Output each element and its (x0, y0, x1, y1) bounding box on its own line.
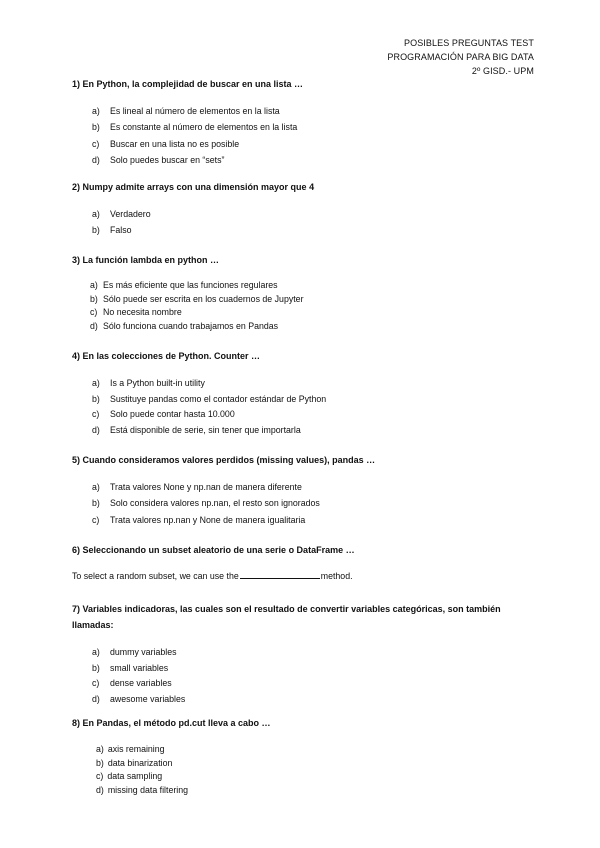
option-item (96, 743, 188, 757)
option-letter: d) (96, 785, 104, 796)
fill-text-after: method. (320, 571, 353, 581)
option-item (92, 392, 326, 408)
option-letter: a) (92, 378, 100, 388)
option-item (96, 757, 188, 771)
option-item (90, 293, 304, 307)
option-text: Trata valores None y np.nan de manera diferente (110, 482, 302, 492)
option-text: Solo puede contar hasta 10.000 (110, 409, 235, 420)
option-item (92, 103, 297, 119)
option-letter: a) (92, 209, 100, 219)
option-item (92, 152, 297, 168)
option-item (96, 784, 188, 798)
question-3-title: 3) La función lambda en python … (72, 255, 220, 265)
option-letter: d) (92, 425, 100, 436)
option-letter: b) (92, 224, 100, 235)
option-text: Sólo funciona cuando trabajamos en Pandas (103, 320, 279, 331)
option-letter: c) (96, 771, 104, 782)
question-8-title: 8) En Pandas, el método pd.cut lleva a cabo … (72, 718, 271, 728)
option-item (92, 692, 185, 708)
fill-in-sentence (72, 570, 353, 581)
option-item (92, 479, 320, 495)
option-item (92, 661, 185, 677)
option-item (92, 676, 185, 692)
option-item (92, 119, 297, 135)
option-item (96, 770, 188, 784)
option-letter: d) (92, 694, 100, 705)
question-4-options (92, 376, 326, 439)
option-letter: c) (92, 678, 100, 689)
option-letter: a) (92, 647, 100, 657)
option-item (90, 306, 304, 320)
option-letter: d) (92, 154, 100, 165)
option-text: Sólo puede ser escrita en los cuadernos de Jupyter (103, 293, 304, 304)
option-text: Es más eficiente que las funciones regulares (103, 280, 278, 290)
option-text: small variables (110, 662, 169, 673)
option-item (92, 512, 320, 528)
option-item (92, 407, 326, 423)
header-course-type: POSIBLES PREGUNTAS TEST (403, 38, 534, 48)
option-text: Es lineal al número de elementos en la lista (110, 106, 280, 116)
option-item (92, 376, 326, 392)
option-letter: b) (92, 122, 100, 133)
option-item (92, 207, 151, 223)
option-item (92, 645, 185, 661)
option-text: dummy variables (110, 647, 177, 657)
option-letter: b) (92, 662, 100, 673)
fill-text-before: To select a random subset, we can use the (72, 571, 239, 581)
option-text: data sampling (107, 771, 163, 782)
option-letter: b) (92, 498, 100, 509)
option-letter: c) (92, 514, 100, 525)
question-5-options (92, 479, 320, 528)
option-text: Buscar en una lista no es posible (110, 138, 240, 149)
option-letter: a) (92, 106, 100, 116)
question-1-title: 1) En Python, la complejidad de buscar en una lista … (72, 79, 304, 89)
option-letter: b) (92, 393, 100, 404)
option-text: missing data filtering (107, 785, 189, 796)
option-text: Está disponible de serie, sin tener que importarla (110, 425, 301, 436)
option-text: dense variables (110, 678, 172, 689)
option-letter: c) (90, 307, 98, 318)
option-item (90, 279, 304, 293)
header-degree: 2º GISD.- UPM (471, 66, 534, 76)
question-2-options (92, 207, 151, 238)
option-text: Is a Python built-in utility (110, 378, 205, 388)
option-item (92, 495, 320, 511)
option-letter: c) (92, 409, 100, 420)
option-letter: a) (90, 280, 98, 290)
option-item (90, 320, 304, 334)
question-6-title: 6) Seleccionando un subset aleatorio de una serie o DataFrame … (72, 545, 355, 555)
option-text: data binarization (107, 757, 173, 768)
question-7-title: 7) Variables indicadoras, las cuales son el resultado de convertir variables categóricas, son también llamadas: (72, 604, 501, 630)
document-header (387, 36, 534, 78)
option-text: Trata valores np.nan y None de manera igualitaria (110, 514, 306, 525)
option-text: axis remaining (107, 744, 165, 754)
option-text: Sustituye pandas como el contador estándar de Python (110, 393, 327, 404)
option-letter: a) (92, 482, 100, 492)
header-course-name: PROGRAMACIÓN PARA BIG DATA (387, 52, 534, 62)
question-2-title: 2) Numpy admite arrays con una dimensión mayor que 4 (72, 182, 315, 192)
option-item (92, 136, 297, 152)
option-letter: d) (90, 320, 98, 331)
question-7-options (92, 645, 185, 708)
answer-blank (240, 570, 320, 579)
question-8-options (96, 743, 188, 798)
question-1-options (92, 103, 297, 168)
option-text: Solo considera valores np.nan, el resto son ignorados (110, 498, 320, 509)
option-item (92, 223, 151, 239)
option-letter: a) (96, 744, 104, 754)
question-3-options (90, 279, 304, 333)
option-item (92, 423, 326, 439)
question-4-title: 4) En las colecciones de Python. Counter … (72, 351, 261, 361)
option-text: Es constante al número de elementos en la lista (110, 122, 298, 133)
option-text: Falso (110, 224, 132, 235)
option-text: No necesita nombre (103, 307, 182, 318)
option-text: Solo puedes buscar en “sets” (110, 154, 225, 165)
option-letter: b) (90, 293, 98, 304)
option-text: Verdadero (110, 209, 151, 219)
option-letter: b) (96, 757, 104, 768)
option-letter: c) (92, 138, 100, 149)
option-text: awesome variables (110, 694, 186, 705)
question-5-title: 5) Cuando consideramos valores perdidos (missing values), pandas … (72, 455, 376, 465)
